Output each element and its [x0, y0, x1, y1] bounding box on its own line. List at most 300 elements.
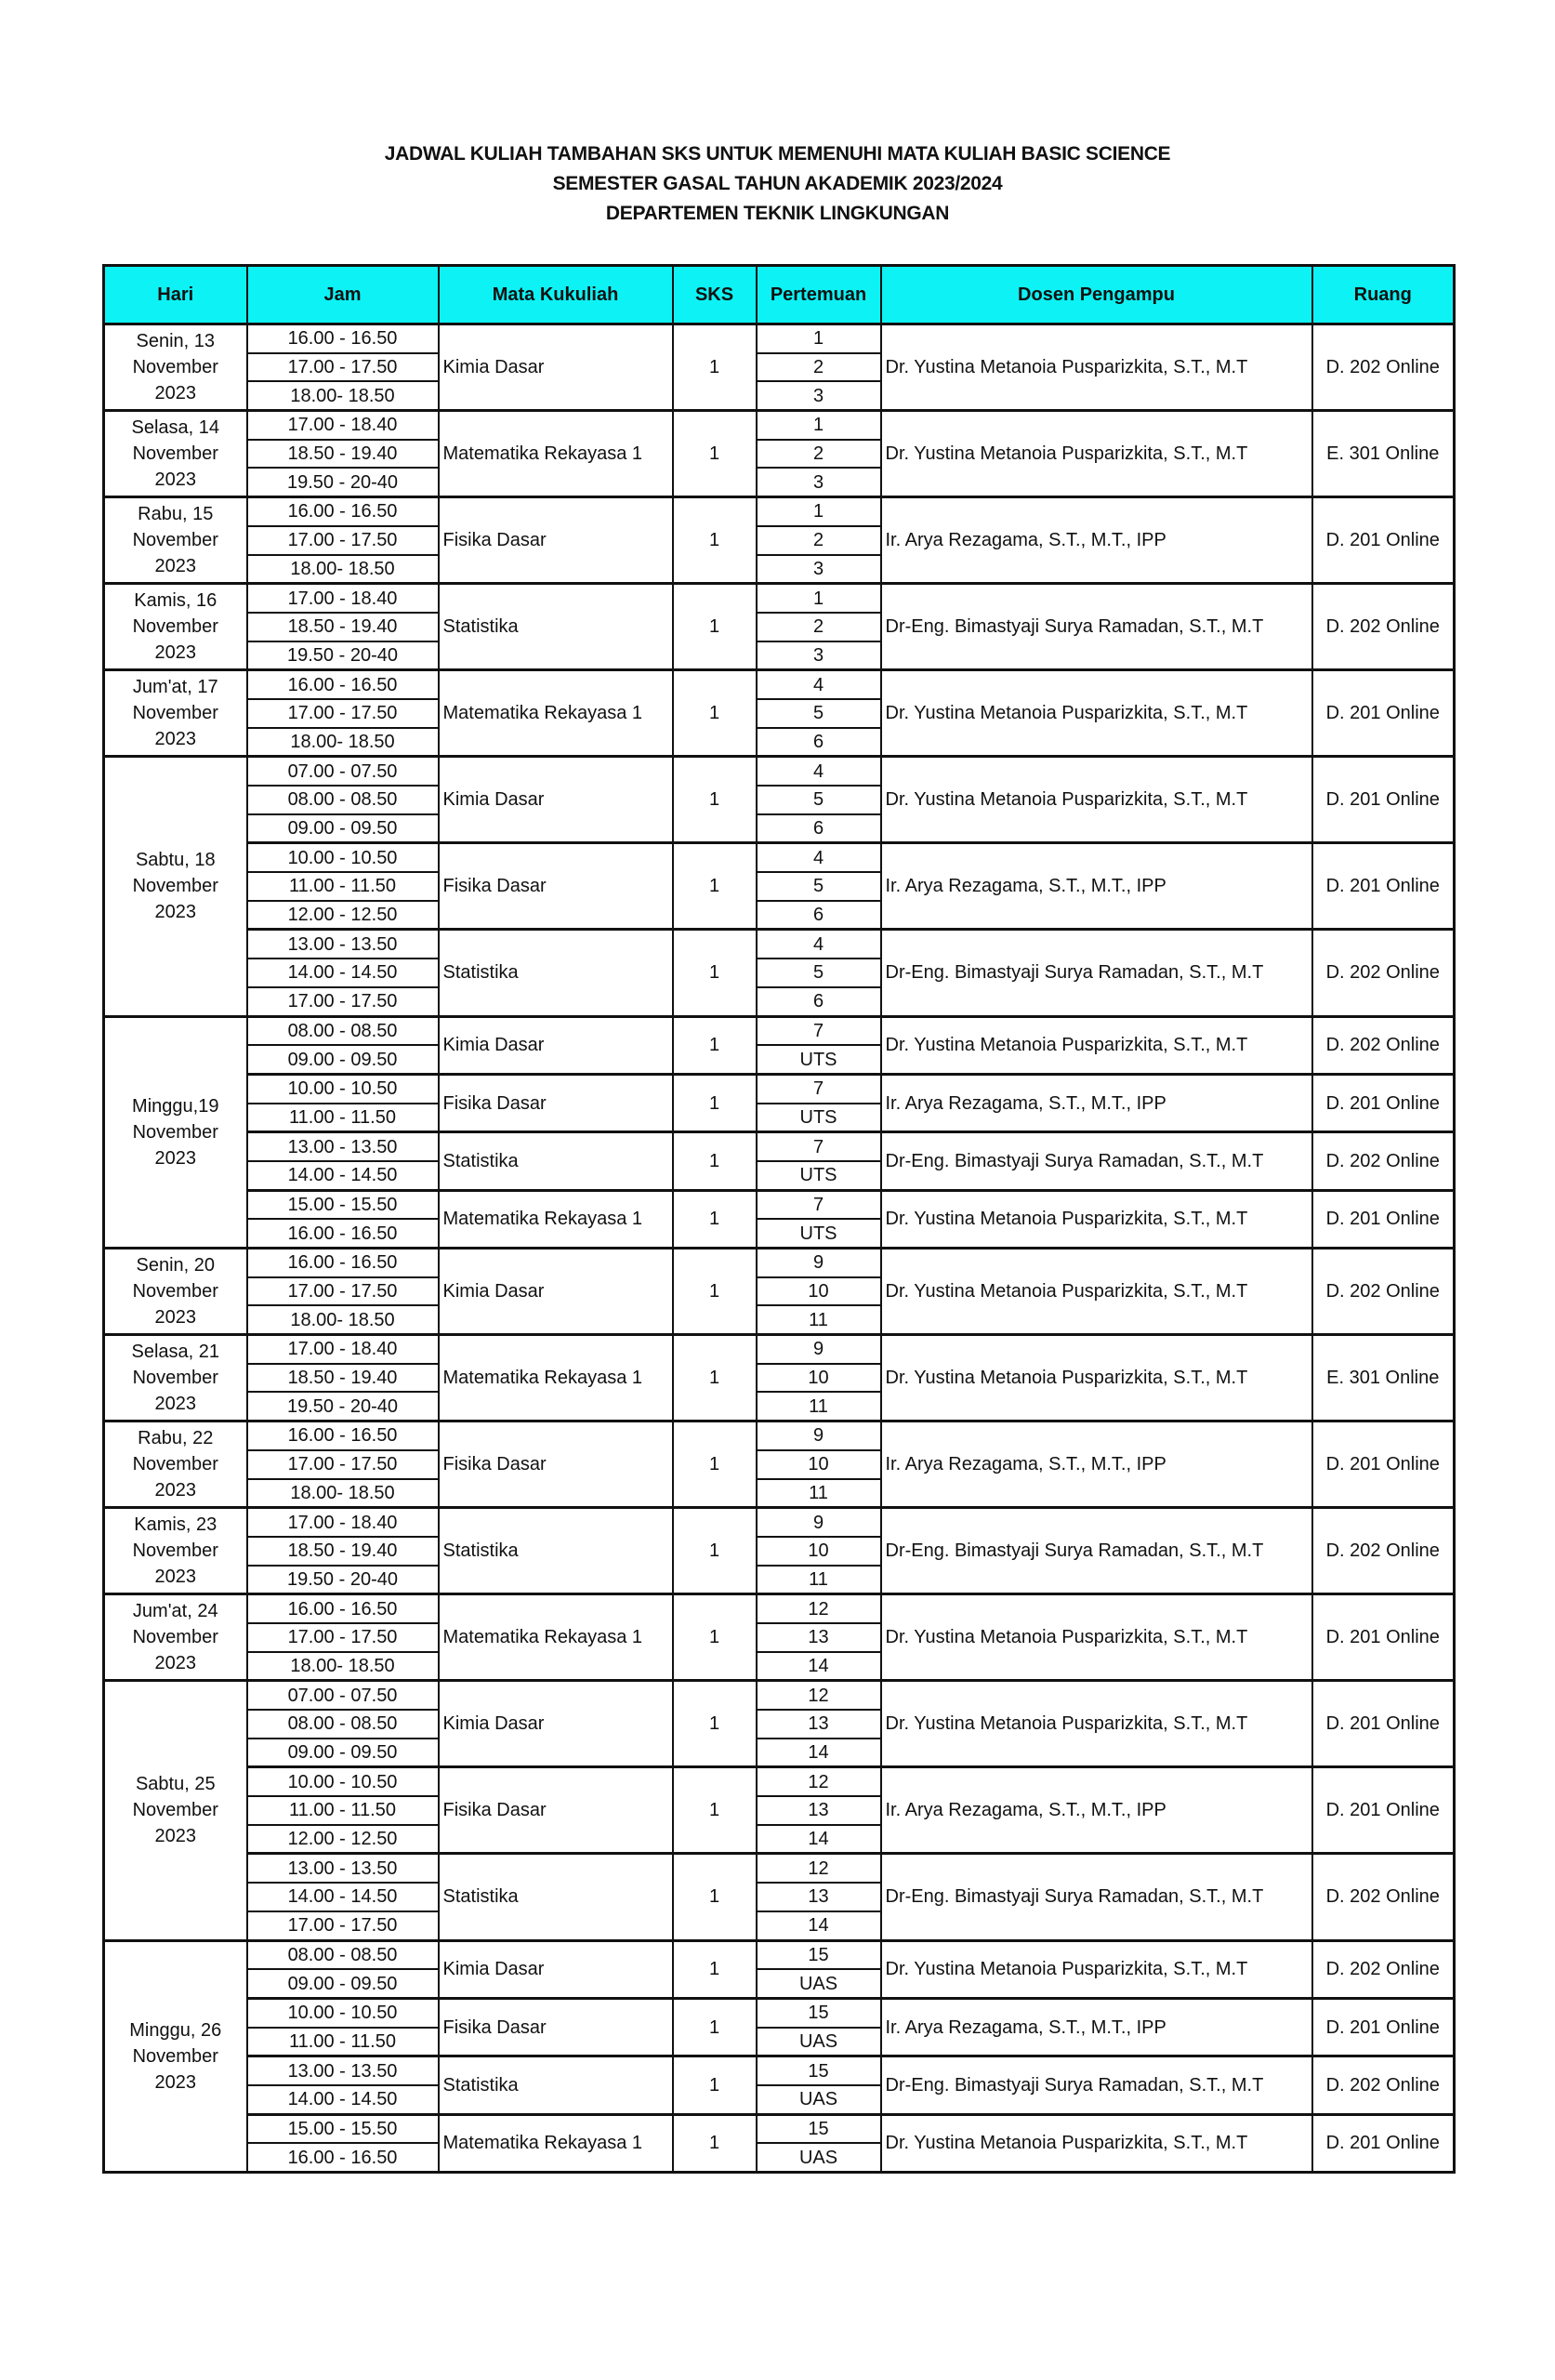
day-line: Senin, 20	[136, 1255, 215, 1276]
course-cell: Kimia Dasar	[439, 324, 673, 411]
room-cell: D. 202 Online	[1312, 2056, 1455, 2114]
sks-cell: 1	[673, 1335, 757, 1421]
day-line: 2023	[154, 1307, 196, 1329]
room-cell: D. 202 Online	[1312, 1132, 1455, 1190]
day-line: Jum'at, 24	[132, 1601, 218, 1622]
meeting-cell: 13	[757, 1883, 881, 1911]
time-slot-cell: 08.00 - 08.50	[247, 786, 439, 814]
table-row	[104, 497, 1455, 526]
meeting-cell: 2	[757, 613, 881, 641]
sks-cell: 1	[673, 1940, 757, 1998]
day-line: Sabtu, 25	[135, 1774, 216, 1795]
time-slot-cell: 17.00 - 17.50	[247, 1277, 439, 1306]
day-line: 2023	[154, 556, 196, 577]
day-line: 2023	[154, 1147, 196, 1169]
column-header-dosen: Dosen Pengampu	[881, 266, 1312, 324]
time-slot-cell: 11.00 - 11.50	[247, 872, 439, 901]
table-row	[104, 1421, 1455, 1450]
time-slot-cell: 19.50 - 20-40	[247, 641, 439, 670]
time-slot-cell: 17.00 - 18.40	[247, 584, 439, 613]
table-row	[104, 1767, 1455, 1796]
day-line: November	[132, 1281, 218, 1302]
time-slot-cell: 07.00 - 07.50	[247, 757, 439, 786]
course-cell: Statistika	[439, 1508, 673, 1594]
course-cell: Statistika	[439, 1132, 673, 1190]
meeting-cell: 1	[757, 411, 881, 440]
meeting-cell: 12	[757, 1767, 881, 1796]
time-slot-cell: 10.00 - 10.50	[247, 1998, 439, 2027]
day-cell	[104, 757, 247, 1016]
table-row	[104, 1132, 1455, 1161]
table-row	[104, 1940, 1455, 1969]
meeting-cell: 9	[757, 1421, 881, 1450]
day-cell	[104, 1508, 247, 1594]
sks-cell: 1	[673, 1681, 757, 1767]
meeting-cell: 14	[757, 1739, 881, 1767]
sks-cell: 1	[673, 2056, 757, 2114]
day-line: November	[132, 1121, 218, 1143]
meeting-cell: 12	[757, 1681, 881, 1710]
sks-cell: 1	[673, 1998, 757, 2056]
meeting-cell: 12	[757, 1854, 881, 1883]
title-line-3: DEPARTEMEN TEKNIK LINGKUNGAN	[605, 203, 950, 224]
day-line: 2023	[154, 1394, 196, 1415]
day-cell	[104, 324, 247, 411]
day-line: Selasa, 14	[131, 417, 219, 439]
table-row	[104, 757, 1455, 786]
day-cell	[104, 1594, 247, 1681]
day-line: Sabtu, 18	[135, 850, 216, 871]
sks-cell: 1	[673, 324, 757, 411]
lecturer-cell: Ir. Arya Rezagama, S.T., M.T., IPP	[881, 843, 1312, 930]
column-header-ruang: Ruang	[1312, 266, 1455, 324]
time-slot-cell: 11.00 - 11.50	[247, 1796, 439, 1825]
lecturer-cell: Dr. Yustina Metanoia Pusparizkita, S.T., M.T	[881, 324, 1312, 411]
meeting-cell: 12	[757, 1594, 881, 1623]
day-line: Senin, 13	[136, 331, 215, 352]
course-cell: Kimia Dasar	[439, 757, 673, 843]
time-slot-cell: 18.00- 18.50	[247, 381, 439, 410]
meeting-cell: 9	[757, 1508, 881, 1537]
meeting-cell: 9	[757, 1249, 881, 1277]
meeting-cell: 15	[757, 2114, 881, 2143]
time-slot-cell: 10.00 - 10.50	[247, 1074, 439, 1103]
room-cell: E. 301 Online	[1312, 1335, 1455, 1421]
time-slot-cell: 17.00 - 18.40	[247, 1335, 439, 1364]
lecturer-cell: Dr. Yustina Metanoia Pusparizkita, S.T., M.T	[881, 2114, 1312, 2172]
day-line: November	[132, 1368, 218, 1389]
meeting-cell: 3	[757, 381, 881, 410]
table-row	[104, 411, 1455, 440]
course-cell: Fisika Dasar	[439, 1767, 673, 1854]
meeting-cell: UTS	[757, 1161, 881, 1190]
day-line: Jum'at, 17	[132, 677, 218, 698]
time-slot-cell: 12.00 - 12.50	[247, 1825, 439, 1854]
time-slot-cell: 18.50 - 19.40	[247, 1364, 439, 1393]
schedule-body	[104, 324, 1455, 2173]
course-cell: Kimia Dasar	[439, 1016, 673, 1074]
time-slot-cell: 15.00 - 15.50	[247, 2114, 439, 2143]
meeting-cell: 11	[757, 1305, 881, 1334]
day-cell	[104, 670, 247, 757]
day-cell	[104, 1249, 247, 1335]
course-cell: Matematika Rekayasa 1	[439, 1335, 673, 1421]
meeting-cell: 6	[757, 814, 881, 843]
time-slot-cell: 11.00 - 11.50	[247, 1104, 439, 1132]
table-row	[104, 1998, 1455, 2027]
day-line: 2023	[154, 902, 196, 923]
meeting-cell: 2	[757, 526, 881, 555]
time-slot-cell: 16.00 - 16.50	[247, 670, 439, 699]
table-row	[104, 1249, 1455, 1277]
time-slot-cell: 19.50 - 20-40	[247, 1392, 439, 1421]
meeting-cell: 4	[757, 843, 881, 872]
day-line: Minggu, 26	[129, 2019, 222, 2041]
day-line: November	[132, 1454, 218, 1475]
time-slot-cell: 14.00 - 14.50	[247, 2085, 439, 2114]
meeting-cell: 4	[757, 930, 881, 959]
lecturer-cell: Ir. Arya Rezagama, S.T., M.T., IPP	[881, 1074, 1312, 1131]
meeting-cell: 14	[757, 1825, 881, 1854]
day-line: Rabu, 22	[138, 1428, 214, 1449]
lecturer-cell: Ir. Arya Rezagama, S.T., M.T., IPP	[881, 497, 1312, 584]
time-slot-cell: 16.00 - 16.50	[247, 324, 439, 353]
time-slot-cell: 09.00 - 09.50	[247, 814, 439, 843]
meeting-cell: 10	[757, 1537, 881, 1566]
table-row	[104, 930, 1455, 959]
meeting-cell: 7	[757, 1132, 881, 1161]
meeting-cell: 5	[757, 959, 881, 987]
meeting-cell: 3	[757, 555, 881, 584]
time-slot-cell: 17.00 - 18.40	[247, 1508, 439, 1537]
day-line: 2023	[154, 1567, 196, 1588]
meeting-cell: 13	[757, 1623, 881, 1652]
column-header-hari: Hari	[104, 266, 247, 324]
day-line: November	[132, 1800, 218, 1821]
room-cell: D. 201 Online	[1312, 1074, 1455, 1131]
room-cell: D. 202 Online	[1312, 930, 1455, 1016]
day-cell	[104, 1016, 247, 1249]
day-line: Rabu, 15	[138, 504, 214, 525]
meeting-cell: 11	[757, 1392, 881, 1421]
lecturer-cell: Dr. Yustina Metanoia Pusparizkita, S.T., M.T	[881, 670, 1312, 757]
day-line: November	[132, 2045, 218, 2067]
room-cell: D. 202 Online	[1312, 324, 1455, 411]
room-cell: D. 201 Online	[1312, 2114, 1455, 2172]
day-line: November	[132, 703, 218, 724]
time-slot-cell: 11.00 - 11.50	[247, 2028, 439, 2056]
room-cell: D. 202 Online	[1312, 1940, 1455, 1998]
room-cell: D. 202 Online	[1312, 584, 1455, 670]
course-cell: Fisika Dasar	[439, 1421, 673, 1508]
course-cell: Kimia Dasar	[439, 1249, 673, 1335]
time-slot-cell: 12.00 - 12.50	[247, 901, 439, 930]
table-row	[104, 1594, 1455, 1623]
meeting-cell: 5	[757, 699, 881, 728]
course-cell: Kimia Dasar	[439, 1681, 673, 1767]
sks-cell: 1	[673, 1190, 757, 1248]
day-cell	[104, 411, 247, 497]
day-cell	[104, 1335, 247, 1421]
sks-cell: 1	[673, 584, 757, 670]
meeting-cell: 3	[757, 641, 881, 670]
day-line: 2023	[154, 469, 196, 491]
meeting-cell: 6	[757, 728, 881, 757]
meeting-cell: 1	[757, 324, 881, 353]
meeting-cell: 1	[757, 584, 881, 613]
sks-cell: 1	[673, 1508, 757, 1594]
lecturer-cell: Dr. Yustina Metanoia Pusparizkita, S.T., M.T	[881, 411, 1312, 497]
lecturer-cell: Dr-Eng. Bimastyaji Surya Ramadan, S.T., M.T	[881, 2056, 1312, 2114]
lecturer-cell: Dr. Yustina Metanoia Pusparizkita, S.T., M.T	[881, 1940, 1312, 1998]
meeting-cell: 15	[757, 1940, 881, 1969]
time-slot-cell: 09.00 - 09.50	[247, 1045, 439, 1074]
meeting-cell: 13	[757, 1710, 881, 1739]
meeting-cell: 10	[757, 1277, 881, 1306]
time-slot-cell: 18.00- 18.50	[247, 728, 439, 757]
time-slot-cell: 08.00 - 08.50	[247, 1940, 439, 1969]
table-row	[104, 324, 1455, 353]
day-cell	[104, 1940, 247, 2173]
time-slot-cell: 08.00 - 08.50	[247, 1016, 439, 1045]
room-cell: D. 201 Online	[1312, 1681, 1455, 1767]
lecturer-cell: Dr. Yustina Metanoia Pusparizkita, S.T., M.T	[881, 757, 1312, 843]
table-row	[104, 2114, 1455, 2143]
day-line: November	[132, 1627, 218, 1648]
meeting-cell: 15	[757, 2056, 881, 2085]
meeting-cell: 7	[757, 1190, 881, 1219]
table-row	[104, 1016, 1455, 1045]
time-slot-cell: 13.00 - 13.50	[247, 1854, 439, 1883]
column-header-mata-kuliah: Mata Kukuliah	[439, 266, 673, 324]
lecturer-cell: Dr. Yustina Metanoia Pusparizkita, S.T., M.T	[881, 1594, 1312, 1681]
day-line: 2023	[154, 1653, 196, 1674]
time-slot-cell: 07.00 - 07.50	[247, 1681, 439, 1710]
meeting-cell: UTS	[757, 1045, 881, 1074]
time-slot-cell: 17.00 - 17.50	[247, 1911, 439, 1940]
meeting-cell: 6	[757, 987, 881, 1016]
lecturer-cell: Dr. Yustina Metanoia Pusparizkita, S.T., M.T	[881, 1681, 1312, 1767]
day-line: 2023	[154, 2071, 196, 2093]
time-slot-cell: 13.00 - 13.50	[247, 930, 439, 959]
time-slot-cell: 16.00 - 16.50	[247, 1594, 439, 1623]
time-slot-cell: 09.00 - 09.50	[247, 1969, 439, 1998]
sks-cell: 1	[673, 1421, 757, 1508]
time-slot-cell: 13.00 - 13.50	[247, 1132, 439, 1161]
schedule-table	[102, 264, 1456, 2174]
room-cell: D. 201 Online	[1312, 497, 1455, 584]
table-row	[104, 2056, 1455, 2085]
meeting-cell: 3	[757, 468, 881, 496]
table-row	[104, 584, 1455, 613]
meeting-cell: 9	[757, 1335, 881, 1364]
meeting-cell: 2	[757, 440, 881, 469]
time-slot-cell: 18.50 - 19.40	[247, 440, 439, 469]
day-line: November	[132, 443, 218, 465]
day-cell	[104, 1681, 247, 1940]
time-slot-cell: 16.00 - 16.50	[247, 1249, 439, 1277]
table-row	[104, 670, 1455, 699]
column-header-jam: Jam	[247, 266, 439, 324]
meeting-cell: 5	[757, 872, 881, 901]
day-cell	[104, 584, 247, 670]
sks-cell: 1	[673, 1132, 757, 1190]
room-cell: D. 202 Online	[1312, 1508, 1455, 1594]
meeting-cell: 7	[757, 1074, 881, 1103]
course-cell: Matematika Rekayasa 1	[439, 1190, 673, 1248]
course-cell: Matematika Rekayasa 1	[439, 1594, 673, 1681]
meeting-cell: 1	[757, 497, 881, 526]
time-slot-cell: 10.00 - 10.50	[247, 843, 439, 872]
lecturer-cell: Ir. Arya Rezagama, S.T., M.T., IPP	[881, 1998, 1312, 2056]
meeting-cell: UAS	[757, 2085, 881, 2114]
time-slot-cell: 17.00 - 17.50	[247, 987, 439, 1016]
table-row	[104, 843, 1455, 872]
time-slot-cell: 14.00 - 14.50	[247, 1883, 439, 1911]
sks-cell: 1	[673, 843, 757, 930]
course-cell: Fisika Dasar	[439, 497, 673, 584]
time-slot-cell: 14.00 - 14.50	[247, 959, 439, 987]
day-line: November	[132, 616, 218, 638]
table-row	[104, 1508, 1455, 1537]
time-slot-cell: 19.50 - 20-40	[247, 468, 439, 496]
sks-cell: 1	[673, 1074, 757, 1131]
meeting-cell: 4	[757, 670, 881, 699]
column-header-sks: SKS	[673, 266, 757, 324]
title-line-2: SEMESTER GASAL TAHUN AKADEMIK 2023/2024	[552, 173, 1003, 194]
meeting-cell: 6	[757, 901, 881, 930]
room-cell: D. 201 Online	[1312, 1998, 1455, 2056]
title-line-1: JADWAL KULIAH TAMBAHAN SKS UNTUK MEMENUHI MATA KULIAH BASIC SCIENCE	[384, 143, 1171, 165]
time-slot-cell: 14.00 - 14.50	[247, 1161, 439, 1190]
sks-cell: 1	[673, 2114, 757, 2172]
time-slot-cell: 09.00 - 09.50	[247, 1739, 439, 1767]
time-slot-cell: 10.00 - 10.50	[247, 1767, 439, 1796]
lecturer-cell: Ir. Arya Rezagama, S.T., M.T., IPP	[881, 1421, 1312, 1508]
lecturer-cell: Dr-Eng. Bimastyaji Surya Ramadan, S.T., M.T	[881, 1854, 1312, 1940]
time-slot-cell: 18.00- 18.50	[247, 1652, 439, 1681]
sks-cell: 1	[673, 930, 757, 1016]
course-cell: Matematika Rekayasa 1	[439, 411, 673, 497]
room-cell: D. 201 Online	[1312, 757, 1455, 843]
sks-cell: 1	[673, 1594, 757, 1681]
time-slot-cell: 16.00 - 16.50	[247, 2143, 439, 2172]
table-row	[104, 1190, 1455, 1219]
sks-cell: 1	[673, 670, 757, 757]
meeting-cell: 4	[757, 757, 881, 786]
meeting-cell: 15	[757, 1998, 881, 2027]
time-slot-cell: 18.00- 18.50	[247, 1479, 439, 1508]
course-cell: Statistika	[439, 2056, 673, 2114]
meeting-cell: 10	[757, 1364, 881, 1393]
meeting-cell: UTS	[757, 1104, 881, 1132]
document-title-block	[0, 139, 1555, 229]
course-cell: Statistika	[439, 584, 673, 670]
room-cell: D. 202 Online	[1312, 1854, 1455, 1940]
day-line: 2023	[154, 383, 196, 404]
course-cell: Fisika Dasar	[439, 843, 673, 930]
meeting-cell: 11	[757, 1566, 881, 1594]
time-slot-cell: 18.50 - 19.40	[247, 1537, 439, 1566]
day-line: Minggu,19	[132, 1095, 219, 1117]
meeting-cell: 11	[757, 1479, 881, 1508]
time-slot-cell: 15.00 - 15.50	[247, 1190, 439, 1219]
day-line: Kamis, 23	[134, 1514, 217, 1536]
time-slot-cell: 16.00 - 16.50	[247, 1421, 439, 1450]
day-cell	[104, 1421, 247, 1508]
time-slot-cell: 16.00 - 16.50	[247, 1219, 439, 1248]
table-row	[104, 1681, 1455, 1710]
time-slot-cell: 13.00 - 13.50	[247, 2056, 439, 2085]
room-cell: E. 301 Online	[1312, 411, 1455, 497]
meeting-cell: 14	[757, 1652, 881, 1681]
table-row	[104, 1335, 1455, 1364]
course-cell: Kimia Dasar	[439, 1940, 673, 1998]
sks-cell: 1	[673, 1854, 757, 1940]
sks-cell: 1	[673, 1249, 757, 1335]
meeting-cell: UAS	[757, 2143, 881, 2172]
room-cell: D. 201 Online	[1312, 670, 1455, 757]
lecturer-cell: Dr. Yustina Metanoia Pusparizkita, S.T., M.T	[881, 1335, 1312, 1421]
meeting-cell: UAS	[757, 2028, 881, 2056]
time-slot-cell: 18.00- 18.50	[247, 555, 439, 584]
lecturer-cell: Dr-Eng. Bimastyaji Surya Ramadan, S.T., M.T	[881, 930, 1312, 1016]
course-cell: Statistika	[439, 1854, 673, 1940]
column-header-pertemuan: Pertemuan	[757, 266, 881, 324]
course-cell: Statistika	[439, 930, 673, 1016]
room-cell: D. 201 Online	[1312, 1190, 1455, 1248]
sks-cell: 1	[673, 497, 757, 584]
sks-cell: 1	[673, 1767, 757, 1854]
time-slot-cell: 17.00 - 17.50	[247, 353, 439, 382]
day-line: 2023	[154, 1480, 196, 1501]
day-line: November	[132, 530, 218, 551]
room-cell: D. 201 Online	[1312, 843, 1455, 930]
table-row	[104, 1854, 1455, 1883]
room-cell: D. 201 Online	[1312, 1421, 1455, 1508]
time-slot-cell: 17.00 - 17.50	[247, 1450, 439, 1479]
course-cell: Matematika Rekayasa 1	[439, 2114, 673, 2172]
day-line: November	[132, 357, 218, 378]
room-cell: D. 202 Online	[1312, 1016, 1455, 1074]
course-cell: Fisika Dasar	[439, 1998, 673, 2056]
day-line: Kamis, 16	[134, 590, 217, 612]
sks-cell: 1	[673, 757, 757, 843]
time-slot-cell: 18.00- 18.50	[247, 1305, 439, 1334]
time-slot-cell: 18.50 - 19.40	[247, 613, 439, 641]
day-line: 2023	[154, 729, 196, 750]
time-slot-cell: 17.00 - 17.50	[247, 699, 439, 728]
time-slot-cell: 17.00 - 17.50	[247, 526, 439, 555]
lecturer-cell: Ir. Arya Rezagama, S.T., M.T., IPP	[881, 1767, 1312, 1854]
room-cell: D. 201 Online	[1312, 1767, 1455, 1854]
header-row	[104, 266, 1455, 324]
time-slot-cell: 16.00 - 16.50	[247, 497, 439, 526]
meeting-cell: UAS	[757, 1969, 881, 1998]
time-slot-cell: 17.00 - 18.40	[247, 411, 439, 440]
sks-cell: 1	[673, 411, 757, 497]
lecturer-cell: Dr-Eng. Bimastyaji Surya Ramadan, S.T., M.T	[881, 1508, 1312, 1594]
day-line: 2023	[154, 1826, 196, 1847]
room-cell: D. 202 Online	[1312, 1249, 1455, 1335]
lecturer-cell: Dr-Eng. Bimastyaji Surya Ramadan, S.T., M.T	[881, 1132, 1312, 1190]
sks-cell: 1	[673, 1016, 757, 1074]
day-cell	[104, 497, 247, 584]
room-cell: D. 201 Online	[1312, 1594, 1455, 1681]
lecturer-cell: Dr. Yustina Metanoia Pusparizkita, S.T., M.T	[881, 1016, 1312, 1074]
day-line: November	[132, 1540, 218, 1562]
meeting-cell: UTS	[757, 1219, 881, 1248]
